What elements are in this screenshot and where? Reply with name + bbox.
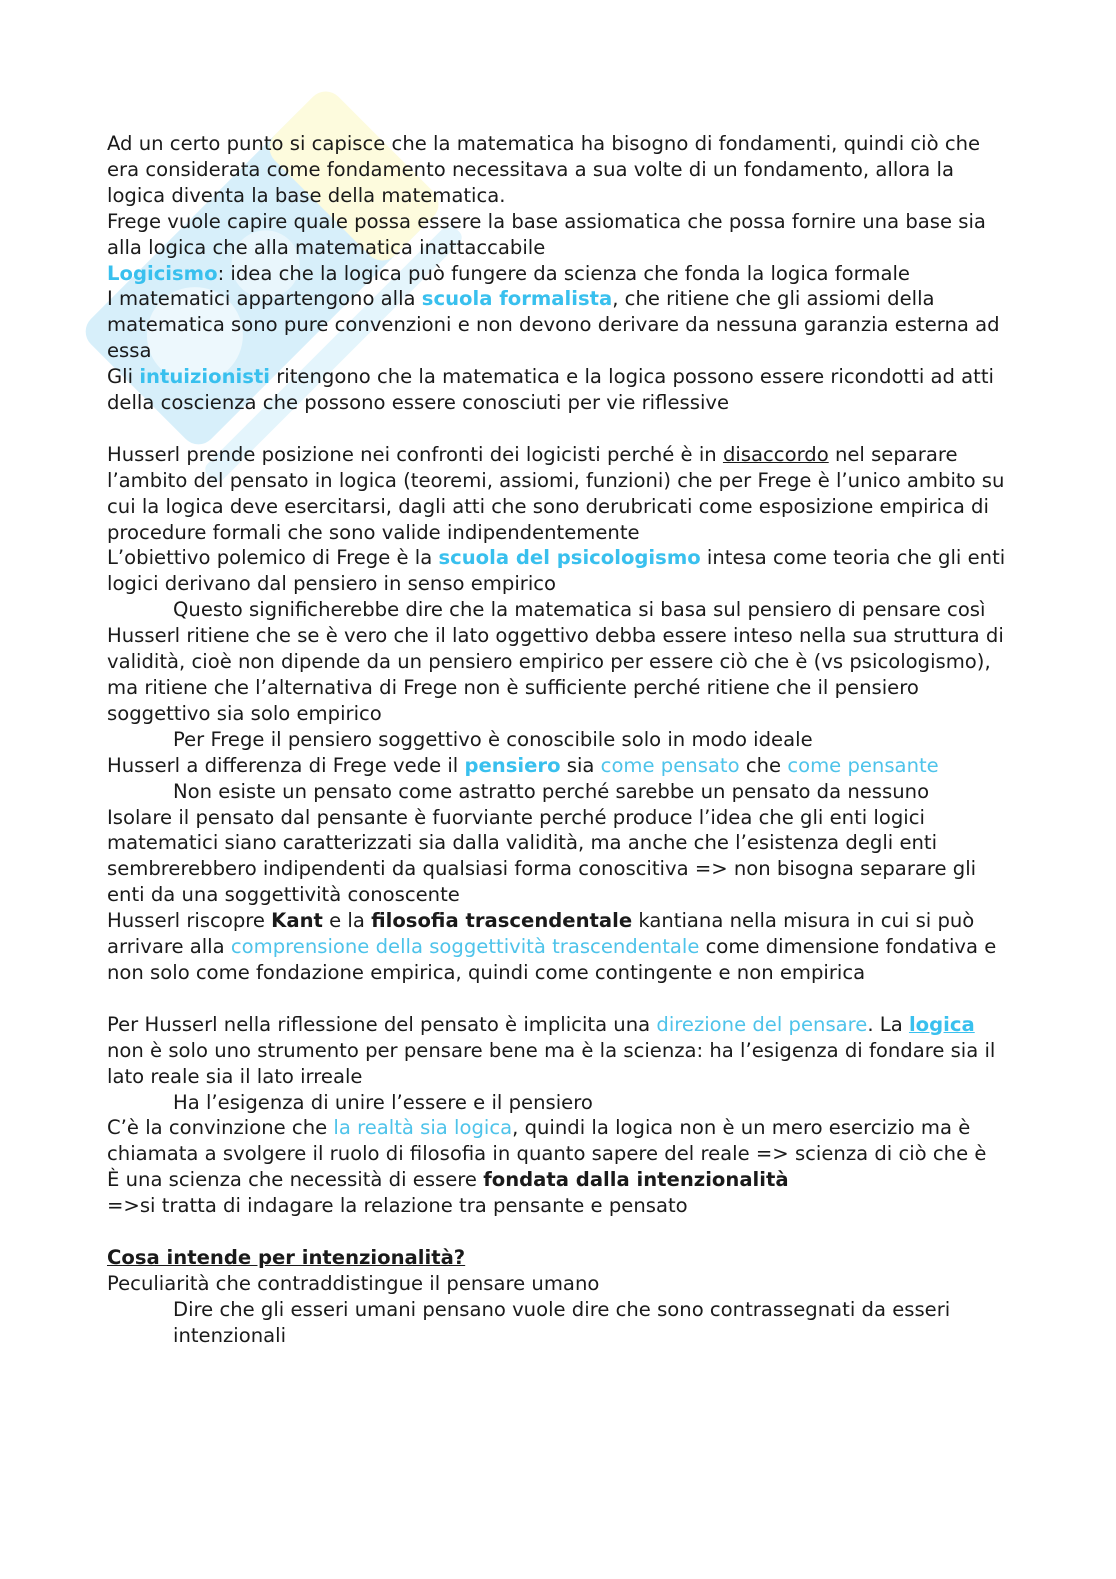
text-span: , quindi la logica non è un mero esercizio ma è chiamata a svolgere il ruolo di filosofia in quanto sapere del reale => scienza di ciò che è xyxy=(107,1116,987,1166)
text-span: nel separare l’ambito del pensato in logica (teoremi, assiomi, funzioni) che per Frege è l’unico ambito su cui la logica deve esercitarsi, dagli atti che sono derubricati come esposizione empirica di procedure formali che sono valide indipendentemente xyxy=(107,442,1005,544)
indented-paragraph: Ha l’esigenza di unire l’essere e il pensiero xyxy=(173,1090,593,1114)
section-heading: Cosa intende per intenzionalità? xyxy=(107,1245,466,1269)
text-span: sia xyxy=(560,753,601,777)
text-span: che xyxy=(739,753,788,777)
text-span: e la xyxy=(322,909,372,933)
bold-filosofia-trascendentale: filosofia trascendentale xyxy=(371,909,633,933)
text-span: Husserl prende posizione nei confronti dei logicisti perché è in xyxy=(107,442,723,466)
text-span: non è solo uno strumento per pensare bene ma è la scienza: ha l’esigenza di fondare sia il lato reale sia il lato irreale xyxy=(107,1038,996,1088)
keyword-logicismo: Logicismo xyxy=(107,261,218,285)
keyword-scuola-formalista: scuola formalista xyxy=(421,287,613,311)
keyword-logica: logica xyxy=(908,1012,975,1036)
text-span: ritengono che la matematica e la logica possono essere ricondotti ad atti della coscienza che possono essere conosciuti per vie riflessive xyxy=(107,365,994,415)
paragraph xyxy=(107,1167,1007,1193)
text-span: : idea che la logica può fungere da scienza che fonda la logica formale xyxy=(217,261,910,285)
indented-paragraph: Per Frege il pensiero soggettivo è conoscibile solo in modo ideale xyxy=(173,727,813,751)
paragraph xyxy=(107,1012,1007,1090)
text-span: Per Husserl nella riflessione del pensato è implicita una xyxy=(107,1012,657,1036)
text-span: I matematici appartengono alla xyxy=(107,287,422,311)
keyword-scuola-psicologismo: scuola del psicologismo xyxy=(438,546,701,570)
keyword-pensiero: pensiero xyxy=(464,753,561,777)
text-span: C’è la convinzione che xyxy=(107,1116,334,1140)
paragraph: =>si tratta di indagare la relazione tra pensante e pensato xyxy=(107,1194,688,1218)
paragraph xyxy=(107,442,1007,546)
highlight-realta-sia-logica: la realtà sia logica xyxy=(333,1116,513,1140)
text-span: kantiana nella misura in cui si può arrivare alla xyxy=(107,909,975,959)
text-span: . La xyxy=(867,1012,909,1036)
paragraph: Frege vuole capire quale possa essere la base assiomatica che possa fornire una base sia alla logica che alla matematica inattaccabile xyxy=(107,209,986,259)
paragraph: Ad un certo punto si capisce che la matematica ha bisogno di fondamenti, quindi ciò che era considerata come fondamento necessitava a sua volte di un fondamento, allora la logica diventa la base della matematica. xyxy=(107,132,981,207)
keyword-intuizionisti: intuizionisti xyxy=(139,365,271,389)
paragraph xyxy=(107,753,1007,779)
bold-kant: Kant xyxy=(271,909,323,933)
paragraph xyxy=(107,1115,1007,1167)
text-span: , che ritiene che gli assiomi della matematica sono pure convenzioni e non devono derivare da nessuna garanzia esterna ad essa xyxy=(107,287,1000,363)
paragraph xyxy=(107,545,1007,597)
bold-fondata-intenzionalita: fondata dalla intenzionalità xyxy=(483,1168,789,1192)
text-span: intesa come teoria che gli enti logici derivano dal pensiero in senso empirico xyxy=(107,546,1006,596)
text-span: È una scienza che necessità di essere xyxy=(107,1168,484,1192)
underlined-disaccordo: disaccordo xyxy=(722,442,829,466)
text-span: Husserl riscopre xyxy=(107,909,272,933)
paragraph: Peculiarità che contraddistingue il pensare umano xyxy=(107,1271,600,1295)
paragraph xyxy=(107,364,1007,416)
paragraph xyxy=(107,286,1007,364)
text-span: come dimensione fondativa e non solo come fondazione empirica, quindi come contingente e non empirica xyxy=(107,935,997,984)
highlight-soggettivita-trascendentale: comprensione della soggettività trascendentale xyxy=(230,935,700,959)
text-span: L’obiettivo polemico di Frege è la xyxy=(107,546,439,570)
indented-paragraph: Non esiste un pensato come astratto perché sarebbe un pensato da nessuno xyxy=(173,779,930,803)
paragraph xyxy=(107,908,1007,986)
text-span: Gli xyxy=(107,365,140,389)
indented-paragraph: Questo significherebbe dire che la matematica si basa sul pensiero di pensare così xyxy=(173,598,986,622)
highlight-come-pensante: come pensante xyxy=(787,753,939,777)
paragraph xyxy=(107,261,1007,287)
paragraph: Isolare il pensato dal pensante è fuorviante perché produce l’idea che gli enti logici matematici siano caratterizzati sia dalla validità, ma anche che l’esistenza degli enti sembrerebbero indipendenti da qualsiasi forma conoscitiva => non bisogna separare gli enti da una soggettività conoscente xyxy=(107,805,977,907)
indented-paragraph: Dire che gli esseri umani pensano vuole dire che sono contrassegnati da esseri intenzionali xyxy=(173,1297,951,1347)
highlight-come-pensato: come pensato xyxy=(600,753,740,777)
document-body xyxy=(107,131,1007,1349)
highlight-direzione-del-pensare: direzione del pensare xyxy=(656,1012,868,1036)
text-span: Husserl a differenza di Frege vede il xyxy=(107,753,465,777)
paragraph: Husserl ritiene che se è vero che il lato oggettivo debba essere inteso nella sua struttura di validità, cioè non dipende da un pensiero empirico per essere ciò che è (vs psicologismo), ma ritiene che l’alternativa di Frege non è sufficiente perché ritiene che il pensiero soggettivo sia solo empirico xyxy=(107,624,1004,725)
